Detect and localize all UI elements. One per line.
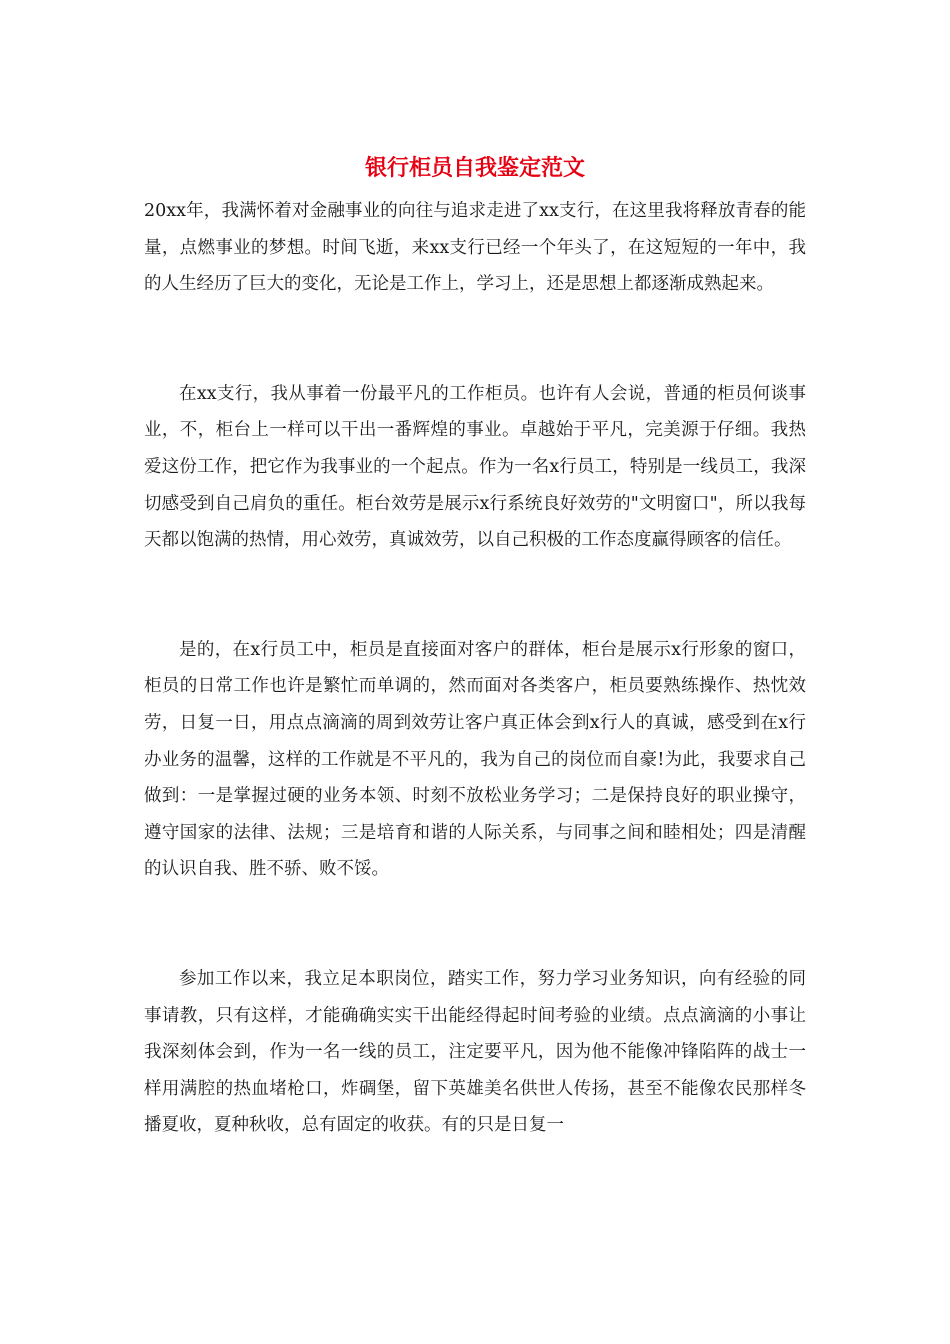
paragraph-2: 在xx支行，我从事着一份最平凡的工作柜员。也许有人会说，普通的柜员何谈事业，不，柜台上一样可以干出一番辉煌的事业。卓越始于平凡，完美源于仔细。我热爱这份工作，把它作为我事业的一个起点。作为一名x行员工，特别是一线员工，我深切感受到自己肩负的重任。柜台效劳是展示x行系统良好效劳的"文明窗口"，所以我每天都以饱满的热情，用心效劳，真诚效劳，以自己积极的工作态度赢得顾客的信任。 (144, 383, 806, 551)
paragraph-gap (144, 303, 806, 376)
paragraph-4: 参加工作以来，我立足本职岗位，踏实工作，努力学习业务知识，向有经验的同事请教，只有这样，才能确确实实干出能经得起时间考验的业绩。点点滴滴的小事让我深刻体会到，作为一名一线的员工，注定要平凡，因为他不能像冲锋陷阵的战士一样用满腔的热血堵枪口，炸碉堡，留下英雄美名供世人传扬，甚至不能像农民那样冬播夏收，夏种秋收，总有固定的收获。有的只是日复一 (144, 968, 806, 1136)
document-title: 银行柜员自我鉴定范文 (364, 155, 585, 181)
paragraph-3: 是的，在x行员工中，柜员是直接面对客户的群体，柜台是展示x行形象的窗口，柜员的日常工作也许是繁忙而单调的，然而面对各类客户，柜员要熟练操作、热忱效劳，日复一日，用点点滴滴的周到效劳让客户真正体会到x行人的真诚，感受到在x行办业务的温馨，这样的工作就是不平凡的，我为自己的岗位而自豪!为此，我要求自己做到：一是掌握过硬的业务本领、时刻不放松业务学习；二是保持良好的职业操守，遵守国家的法律、法规；三是培育和谐的人际关系，与同事之间和睦相处；四是清醒的认识自我、胜不骄、败不馁。 (144, 639, 806, 880)
paragraph-gap (144, 888, 806, 961)
paragraph-gap (144, 559, 806, 632)
document-body (144, 193, 806, 1144)
paragraph-1: 20xx年，我满怀着对金融事业的向往与追求走进了xx支行，在这里我将释放青春的能量，点燃事业的梦想。时间飞逝，来xx支行已经一个年头了，在这短短的一年中，我的人生经历了巨大的变化，无论是工作上，学习上，还是思想上都逐渐成熟起来。 (144, 201, 806, 295)
